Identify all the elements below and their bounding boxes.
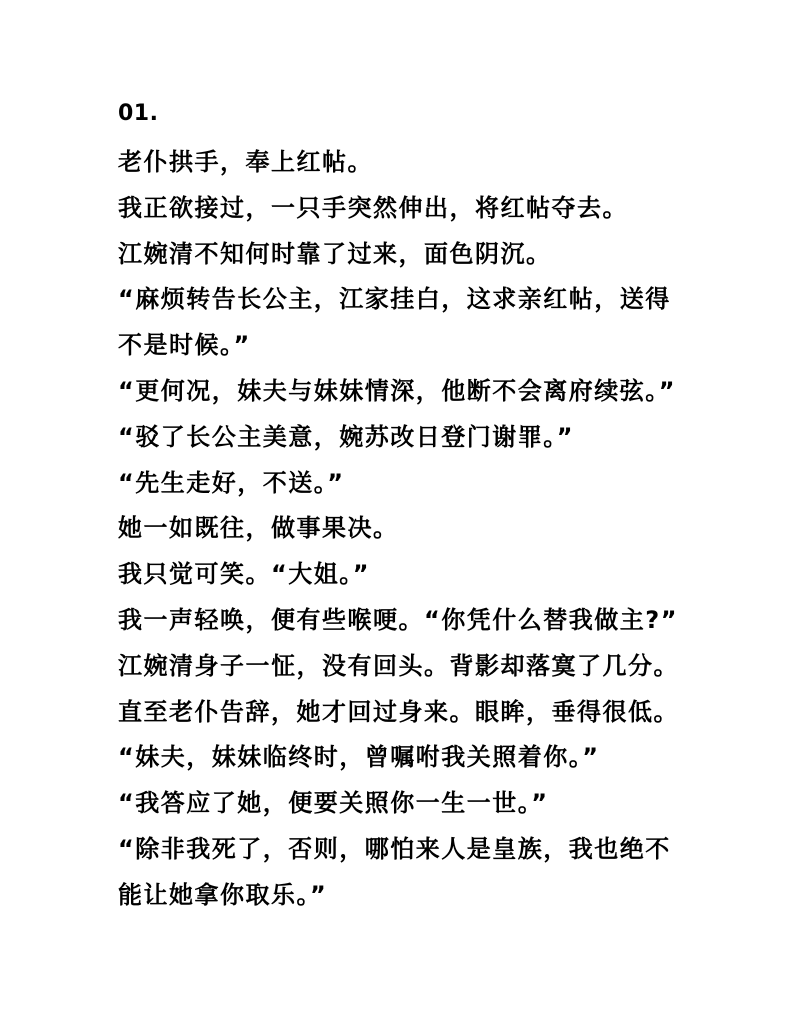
text-line: “麻烦转告长公主，江家挂白，这求亲红帖，送得: [118, 285, 671, 314]
text-line: “妹夫，妹妹临终时，曾嘱咐我关照着你。”: [118, 743, 600, 772]
text-line: “先生走好，不送。”: [118, 468, 345, 497]
body-text: [118, 140, 708, 919]
text-line: 她一如既往，做事果决。: [118, 514, 399, 543]
text-line: 直至老仆告辞，她才回过身来。眼眸，垂得很低。: [118, 697, 679, 726]
text-line: 老仆拱手，奉上红帖。: [118, 148, 373, 176]
text-line: 能让她拿你取乐。”: [118, 880, 328, 909]
chapter-heading: 01.: [118, 101, 159, 126]
text-line: 我正欲接过，一只手突然伸出，将红帖夺去。: [118, 193, 628, 222]
text-line: “更何况，妹夫与妹妹情深，他断不会离府续弦。”: [118, 376, 677, 405]
text-line: “我答应了她，便要关照你一生一世。”: [118, 789, 549, 818]
text-line: 江婉清不知何时靠了过来，面色阴沉。: [118, 239, 552, 268]
text-line: “驳了长公主美意，婉苏改日登门谢罪。”: [118, 422, 575, 451]
text-line: 江婉清身子一怔，没有回头。背影却落寞了几分。: [118, 651, 679, 680]
text-line: “除非我死了，否则，哪怕来人是皇族，我也绝不: [118, 834, 671, 863]
text-line: 不是时候。”: [118, 331, 251, 360]
text-line: 我只觉可笑。“大姐。”: [118, 560, 371, 589]
text-line: 我一声轻唤，便有些喉哽。“你凭什么替我做主?”: [118, 605, 678, 634]
